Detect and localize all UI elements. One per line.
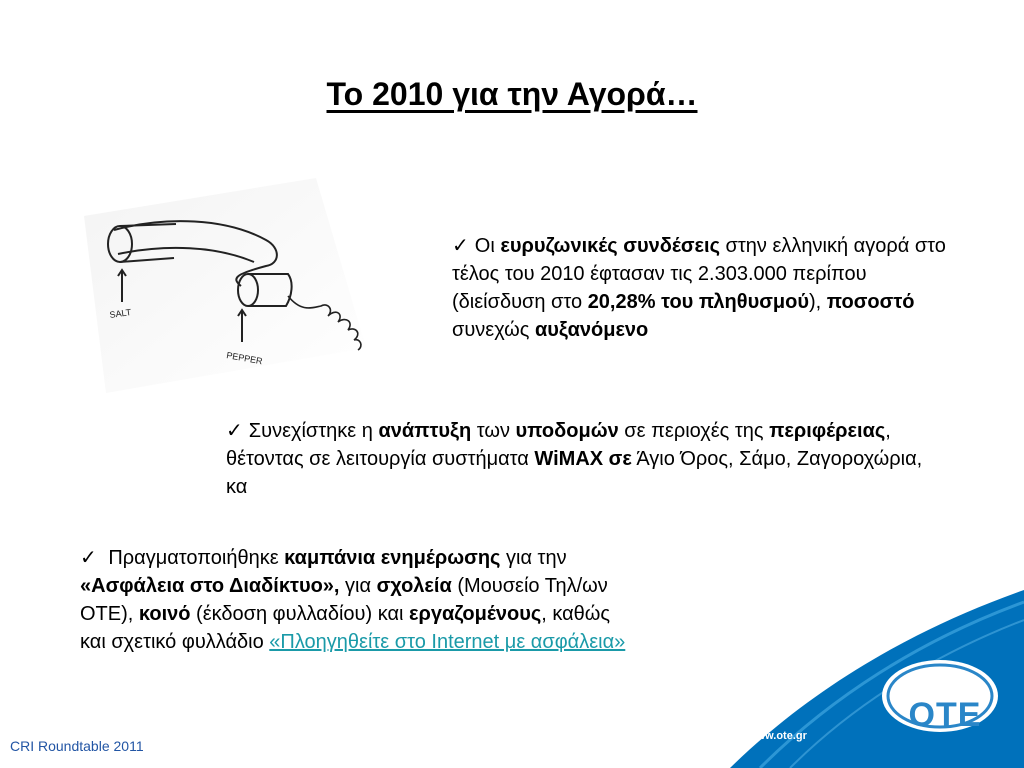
b3-bold-5: εργαζομένους — [409, 603, 542, 625]
b2-text-5: Άγιο Όρος, Σάμο, Ζαγοροχώρια, κα — [226, 448, 923, 498]
b3-text-5: (έκδοση φυλλαδίου) και — [190, 603, 410, 625]
b1-text-4: συνεχώς — [452, 319, 535, 341]
b2-text-2: των — [471, 420, 516, 442]
b3-text-4: (Μουσείο Τηλ/ων ΟΤΕ), — [80, 575, 608, 625]
ote-logo: OTE — [908, 696, 982, 734]
b1-text-2: στην ελληνική αγορά στο τέλος του 2010 έφτασαν τις 2.303.000 περίπου (διείσδυση στο — [452, 235, 946, 313]
checkmark-icon: ✓ — [452, 235, 469, 257]
b2-bold-1: ανάπτυξη — [378, 420, 472, 442]
b2-bold-3: περιφέρειας — [769, 420, 886, 442]
b1-bold-1: ευρυζωνικές συνδέσεις — [500, 235, 720, 257]
slide-title-text: Το 2010 για την Αγορά… — [326, 76, 698, 112]
b3-bold-4: κοινό — [138, 603, 191, 625]
b1-text-1: Οι — [474, 235, 501, 257]
b1-bold-4: αυξανόμενο — [534, 319, 649, 341]
checkmark-icon: ✓ — [226, 420, 243, 442]
telephone-illustration — [66, 178, 386, 398]
b3-bold-1: καμπάνια ενημέρωσης — [284, 547, 501, 569]
b3-text-3: για — [339, 575, 377, 597]
b3-text-2: για την — [500, 547, 567, 569]
b2-bold-4: WiMAX σε — [534, 448, 632, 470]
bullet-broadband — [452, 232, 952, 344]
footer-caption: CRI Roundtable 2011 — [10, 738, 144, 754]
phone-label-salt: SALT — [108, 307, 132, 320]
b2-text-3: σε περιοχές της — [618, 420, 770, 442]
ote-brand-panel — [690, 590, 1024, 768]
b3-bold-2: «Ασφάλεια στο Διαδίκτυο», — [80, 575, 340, 597]
b2-text-4: , θέτοντας σε λειτουργία συστήματα — [226, 420, 891, 470]
b1-bold-3: ποσοστό — [826, 291, 915, 313]
b3-bold-3: σχολεία — [376, 575, 452, 597]
phone-label-pepper: PEPPER — [225, 350, 264, 367]
b2-text-1: Συνεχίστηκε η — [248, 420, 379, 442]
bullet-infrastructure — [226, 417, 926, 501]
safe-internet-link[interactable]: «Πλοηγηθείτε στο Internet με ασφάλεια» — [269, 631, 626, 653]
checkmark-icon: ✓ — [80, 547, 97, 569]
website-url: www.ote.gr — [748, 730, 807, 742]
b3-text-6: , καθώς και σχετικό φυλλάδιο — [80, 603, 611, 653]
b3-text-1: Πραγματοποιήθηκε — [102, 547, 285, 569]
b2-bold-2: υποδομών — [515, 420, 619, 442]
b1-text-3: ), — [809, 291, 827, 313]
slide-title — [0, 76, 1024, 113]
b1-bold-2: 20,28% του πληθυσμού — [587, 291, 809, 313]
bullet-campaign — [80, 544, 630, 656]
